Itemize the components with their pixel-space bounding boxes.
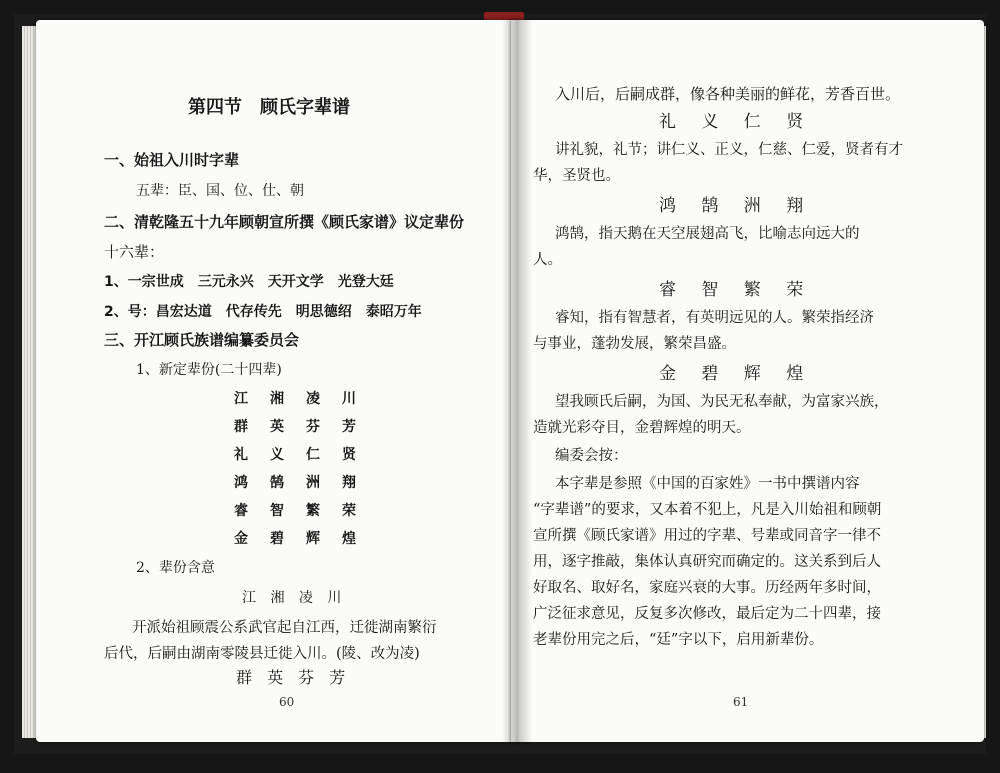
generation-char: 辉 xyxy=(306,531,320,547)
generation-char: 碧 xyxy=(270,531,284,547)
section-2-subheading: 十六辈： xyxy=(104,243,165,261)
generation-char: 川 xyxy=(342,391,356,407)
generation-char: 凌 xyxy=(306,391,320,407)
section-3-item-2: 2、辈份含意 xyxy=(136,560,215,576)
section-1-heading: 一、始祖入川时字辈 xyxy=(104,151,240,169)
section-2-heading: 二、清乾隆五十九年顾朝宣所撰《顾氏家谱》议定辈份 xyxy=(104,213,465,231)
generation-char: 鸿 xyxy=(234,475,248,491)
heading-jinbi: 金 碧 辉 煌 xyxy=(659,364,814,384)
generation-char: 贤 xyxy=(342,447,356,463)
jinbi-line-2: 造就光彩夺目，金碧辉煌的明天。 xyxy=(533,420,751,436)
editorial-note-line: 用，逐字推敲，集体认真研究而确定的。这关系到后人 xyxy=(533,554,881,570)
generation-char: 翔 xyxy=(342,475,356,491)
generation-char: 礼 xyxy=(234,447,248,463)
editorial-note-line: “字辈谱”的要求，又本着不犯上，凡是入川始祖和顾朝 xyxy=(533,502,882,518)
open-book xyxy=(14,14,986,754)
editorial-note-line: 宣所撰《顾氏家谱》用过的字辈、号辈或同音字一律不 xyxy=(533,528,881,544)
continuation-line: 入川后，后嗣成群，像各种美丽的鲜花，芳香百世。 xyxy=(555,85,901,103)
generation-char: 江 xyxy=(234,391,248,407)
ruizhi-line-2: 与事业，蓬勃发展，繁荣昌盛。 xyxy=(533,336,736,352)
section-3-item-1: 1、新定辈份(二十四辈) xyxy=(136,362,282,378)
editorial-note-line: 广泛征求意见，反复多次修改，最后定为二十四辈，接 xyxy=(533,606,881,622)
generation-char: 群 xyxy=(234,419,248,435)
meaning-subheading-2: 群 英 芬 芳 xyxy=(236,668,351,687)
generation-char: 义 xyxy=(270,447,284,463)
generation-char: 金 xyxy=(234,531,248,547)
meaning-subheading-1: 江 湘 凌 川 xyxy=(242,590,347,606)
section-title: 第四节 顾氏字辈谱 xyxy=(188,97,350,118)
generation-char: 睿 xyxy=(234,503,248,519)
heading-ruizhi: 睿 智 繁 荣 xyxy=(659,280,814,300)
honghu-line-2: 人。 xyxy=(533,252,562,268)
right-page xyxy=(511,20,984,742)
section-3-heading: 三、开江顾氏族谱编纂委员会 xyxy=(104,331,300,349)
generation-char: 荣 xyxy=(342,503,356,519)
left-page xyxy=(36,20,521,742)
generation-char: 鹄 xyxy=(270,475,284,491)
section-2-line-2: 2、号：昌宏达道 代存传先 明思德绍 泰昭万年 xyxy=(104,304,422,320)
page-number-right: 61 xyxy=(733,695,749,709)
jinbi-line-1: 望我顾氏后嗣，为国、为民无私奉献，为富家兴族， xyxy=(555,394,889,410)
liyi-line-1: 讲礼貌，礼节；讲仁义、正义，仁慈、仁爱，贤者有才 xyxy=(555,142,903,158)
generation-char: 煌 xyxy=(342,531,356,547)
meaning-paragraph-line-2: 后代，后嗣由湖南零陵县迁徙入川。(陵、改为凌) xyxy=(104,646,420,662)
meaning-paragraph-line-1: 开派始祖顾震公系武官起自江西，迁徙湖南繁衍 xyxy=(132,620,437,636)
page-number-left: 60 xyxy=(279,695,295,709)
section-2-line-1: 1、一宗世成 三元永兴 天开文学 光登大廷 xyxy=(104,274,394,290)
section-1-line: 五辈：臣、国、位、仕、朝 xyxy=(136,183,304,199)
liyi-line-2: 华，圣贤也。 xyxy=(533,168,620,184)
generation-char: 英 xyxy=(270,419,284,435)
generation-char: 繁 xyxy=(306,503,320,519)
editorial-note-line: 本字辈是参照《中国的百家姓》一书中撰谱内容 xyxy=(555,476,860,492)
generation-char: 芳 xyxy=(342,419,356,435)
generation-char: 仁 xyxy=(306,447,320,463)
generation-char: 湘 xyxy=(270,391,284,407)
generation-char: 智 xyxy=(270,503,284,519)
honghu-line-1: 鸿鹄，指天鹅在天空展翅高飞，比喻志向远大的 xyxy=(555,226,860,242)
heading-liyi: 礼 义 仁 贤 xyxy=(659,112,814,132)
book-gutter-shadow xyxy=(502,20,532,742)
heading-honghu: 鸿 鹄 洲 翔 xyxy=(659,196,814,216)
editorial-note-label: 编委会按： xyxy=(555,448,628,464)
generation-char: 芬 xyxy=(306,419,320,435)
editorial-note-line: 老辈份用完之后，“廷”字以下，启用新辈份。 xyxy=(533,632,824,648)
ruizhi-line-1: 睿知，指有智慧者，有英明远见的人。繁荣指经济 xyxy=(555,310,874,326)
generation-char: 洲 xyxy=(306,475,320,491)
editorial-note-line: 好取名、取好名，家庭兴衰的大事。历经两年多时间， xyxy=(533,580,881,596)
